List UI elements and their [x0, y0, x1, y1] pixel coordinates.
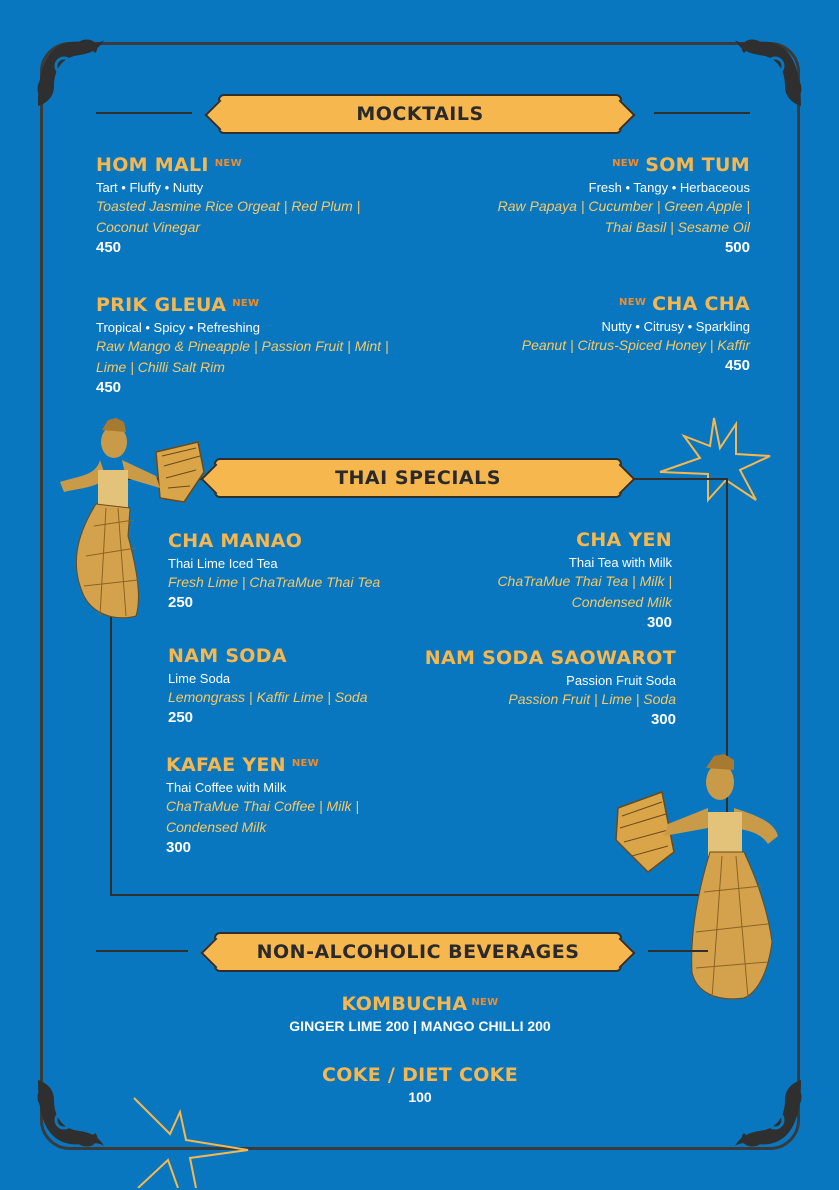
- thai-dancer-illustration: [608, 752, 786, 1004]
- new-badge: NEW: [291, 758, 320, 769]
- item-ingredients: Toasted Jasmine Rice Orgeat | Red Plum |: [96, 198, 361, 214]
- item-price: 450: [96, 379, 122, 396]
- new-badge: NEW: [619, 297, 647, 308]
- divider: [96, 112, 192, 114]
- corner-ornament-icon: [731, 1076, 805, 1150]
- item-name: NAM SODA: [168, 645, 287, 667]
- menu-item: [220, 1064, 620, 1105]
- item-name: PRIK GLEUA: [96, 294, 227, 316]
- item-ingredients: ChaTraMue Thai Tea | Milk |: [497, 573, 672, 589]
- menu-item: [168, 645, 367, 726]
- corner-ornament-icon: [731, 36, 805, 110]
- item-ingredients: Raw Mango & Pineapple | Passion Fruit | Mint |: [96, 338, 389, 354]
- menu-item: [522, 293, 750, 374]
- item-ingredients: Lime | Chilli Salt Rim: [96, 359, 225, 375]
- item-price: 250: [168, 594, 194, 611]
- menu-item: [96, 294, 389, 396]
- divider: [96, 950, 188, 952]
- item-name: HOM MALI: [96, 154, 209, 176]
- starburst-icon: [120, 1094, 260, 1188]
- item-tagline: Thai Tea with Milk: [568, 555, 672, 570]
- section-title: THAI SPECIALS: [335, 467, 501, 489]
- item-name: CHA YEN: [576, 529, 672, 551]
- section-banner-thai-specials: [214, 458, 622, 498]
- item-ingredients: Peanut | Citrus-Spiced Honey | Kaffir: [521, 337, 750, 353]
- item-ingredients: Thai Basil | Sesame Oil: [604, 219, 750, 235]
- item-ingredients: Lemongrass | Kaffir Lime | Soda: [168, 689, 368, 705]
- item-price: 300: [650, 711, 676, 728]
- corner-ornament-icon: [34, 1076, 108, 1150]
- new-badge: NEW: [471, 997, 499, 1008]
- item-tagline: Tropical • Spicy • Refreshing: [96, 320, 260, 335]
- item-tagline: Nutty • Citrusy • Sparkling: [601, 319, 750, 334]
- menu-item: [168, 530, 380, 611]
- new-badge: NEW: [214, 158, 242, 169]
- item-detail: 100: [408, 1089, 432, 1105]
- corner-ornament-icon: [34, 36, 108, 110]
- menu-item: [497, 529, 672, 631]
- new-badge: NEW: [612, 158, 640, 169]
- section-title: NON-ALCOHOLIC BEVERAGES: [256, 941, 580, 963]
- menu-item: [425, 647, 676, 728]
- menu-item: [96, 154, 360, 256]
- item-name: CHA CHA: [652, 293, 750, 315]
- item-tagline: Tart • Fluffy • Nutty: [96, 180, 204, 195]
- item-tagline: Thai Lime Iced Tea: [168, 556, 278, 571]
- menu-item: [498, 154, 750, 256]
- item-ingredients: Raw Papaya | Cucumber | Green Apple |: [497, 198, 750, 214]
- item-ingredients: Condensed Milk: [166, 819, 267, 835]
- menu-item: [166, 754, 359, 856]
- item-name: KOMBUCHA: [341, 993, 468, 1015]
- item-price: 300: [646, 614, 672, 631]
- item-price: 450: [96, 239, 122, 256]
- item-detail: GINGER LIME 200 | MANGO CHILLI 200: [289, 1018, 551, 1034]
- divider: [648, 950, 708, 952]
- new-badge: NEW: [232, 298, 260, 309]
- section-title: MOCKTAILS: [356, 103, 484, 125]
- item-name: CHA MANAO: [168, 530, 303, 552]
- item-ingredients: Passion Fruit | Lime | Soda: [508, 691, 676, 707]
- item-tagline: Thai Coffee with Milk: [166, 780, 287, 795]
- item-name: KAFAE YEN: [166, 754, 286, 776]
- item-tagline: Passion Fruit Soda: [566, 673, 676, 688]
- item-tagline: Lime Soda: [168, 671, 231, 686]
- item-tagline: Fresh • Tangy • Herbaceous: [588, 180, 750, 195]
- item-name: COKE / DIET COKE: [322, 1064, 518, 1086]
- item-ingredients: Fresh Lime | ChaTraMue Thai Tea: [168, 574, 381, 590]
- section-banner-non-alcoholic: [214, 932, 622, 972]
- item-ingredients: Coconut Vinegar: [96, 219, 201, 235]
- item-ingredients: ChaTraMue Thai Coffee | Milk |: [166, 798, 359, 814]
- item-name: SOM TUM: [645, 154, 750, 176]
- item-price: 250: [168, 709, 194, 726]
- item-name: NAM SODA SAOWAROT: [424, 647, 676, 669]
- item-price: 300: [166, 839, 192, 856]
- menu-item: [220, 993, 620, 1034]
- item-price: 500: [724, 239, 750, 256]
- section-banner-mocktails: [218, 94, 622, 134]
- item-price: 450: [724, 357, 750, 374]
- item-ingredients: Condensed Milk: [571, 594, 672, 610]
- divider: [654, 112, 750, 114]
